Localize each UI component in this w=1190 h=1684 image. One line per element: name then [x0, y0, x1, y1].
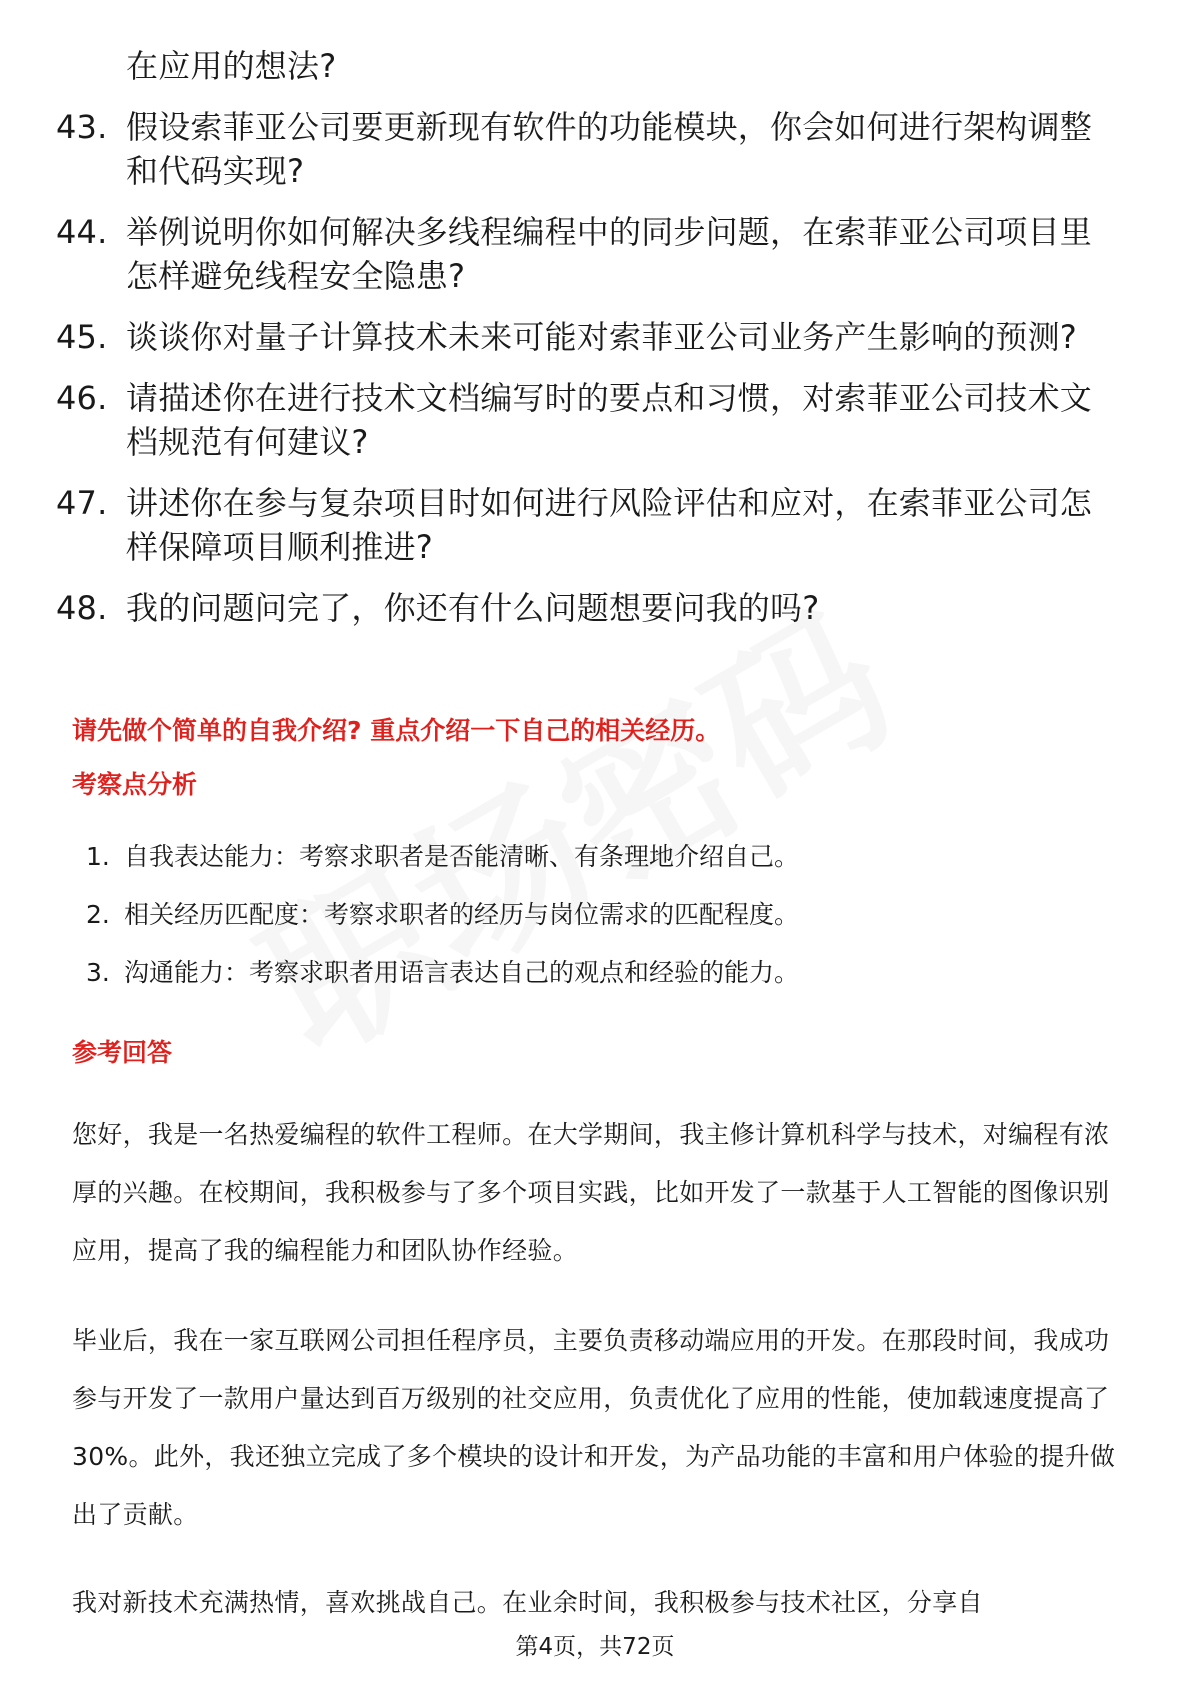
question-number: 45. [56, 318, 108, 356]
answer-heading: 参考回答 [72, 1038, 173, 1067]
question-number: 48. [56, 589, 108, 627]
analysis-number: 1. [86, 842, 110, 871]
question-item [56, 481, 1116, 569]
question-text: 请描述你在进行技术文档编写时的要点和习惯，对索菲亚公司技术文档规范有何建议? [126, 379, 1093, 461]
analysis-number: 2. [86, 900, 110, 929]
question-number: 47. [56, 484, 108, 522]
question-heading: 请先做个简单的自我介绍? 重点介绍一下自己的相关经历。 [72, 716, 721, 745]
question-item [56, 376, 1116, 464]
analysis-text: 自我表达能力：考察求职者是否能清晰、有条理地介绍自己。 [124, 842, 800, 871]
question-text: 举例说明你如何解决多线程编程中的同步问题，在索菲亚公司项目里怎样避免线程安全隐患? [126, 213, 1093, 295]
question-item [56, 210, 1116, 298]
analysis-list [86, 840, 1086, 1014]
question-item [56, 586, 1116, 630]
answer-paragraph: 毕业后，我在一家互联网公司担任程序员，主要负责移动端应用的开发。在那段时间，我成功参与开发了一款用户量达到百万级别的社交应用，负责优化了应用的性能，使加载速度提高了30%。此外，我还独立完成了多个模块的设计和开发，为产品功能的丰富和用户体验的提升做出了贡献。 [72, 1326, 1116, 1529]
question-item [56, 44, 1116, 88]
question-text: 假设索菲亚公司要更新现有软件的功能模块，你会如何进行架构调整和代码实现? [126, 108, 1093, 190]
question-text: 我的问题问完了，你还有什么问题想要问我的吗? [126, 589, 820, 627]
page-footer: 第4页，共72页 [515, 1634, 675, 1660]
answer-paragraph: 您好，我是一名热爱编程的软件工程师。在大学期间，我主修计算机科学与技术，对编程有浓厚的兴趣。在校期间，我积极参与了多个项目实践，比如开发了一款基于人工智能的图像识别应用，提高了我的编程能力和团队协作经验。 [72, 1120, 1110, 1265]
answer-paragraph: 我对新技术充满热情，喜欢挑战自己。在业余时间，我积极参与技术社区，分享自 [72, 1588, 983, 1617]
analysis-item [86, 898, 1086, 932]
question-item [56, 315, 1116, 359]
question-list [56, 44, 1116, 647]
analysis-heading: 考察点分析 [72, 770, 198, 799]
question-number: 43. [56, 108, 108, 146]
analysis-item [86, 840, 1086, 874]
analysis-text: 相关经历匹配度：考察求职者的经历与岗位需求的匹配程度。 [124, 900, 800, 929]
question-number: 44. [56, 213, 108, 251]
analysis-text: 沟通能力：考察求职者用语言表达自己的观点和经验的能力。 [124, 958, 800, 987]
question-item [56, 105, 1116, 193]
analysis-item [86, 956, 1086, 990]
question-text: 谈谈你对量子计算技术未来可能对索菲亚公司业务产生影响的预测? [126, 318, 1077, 356]
analysis-number: 3. [86, 958, 110, 987]
question-text: 讲述你在参与复杂项目时如何进行风险评估和应对，在索菲亚公司怎样保障项目顺利推进? [126, 484, 1093, 566]
question-number: 46. [56, 379, 108, 417]
question-text: 在应用的想法? [126, 47, 337, 85]
